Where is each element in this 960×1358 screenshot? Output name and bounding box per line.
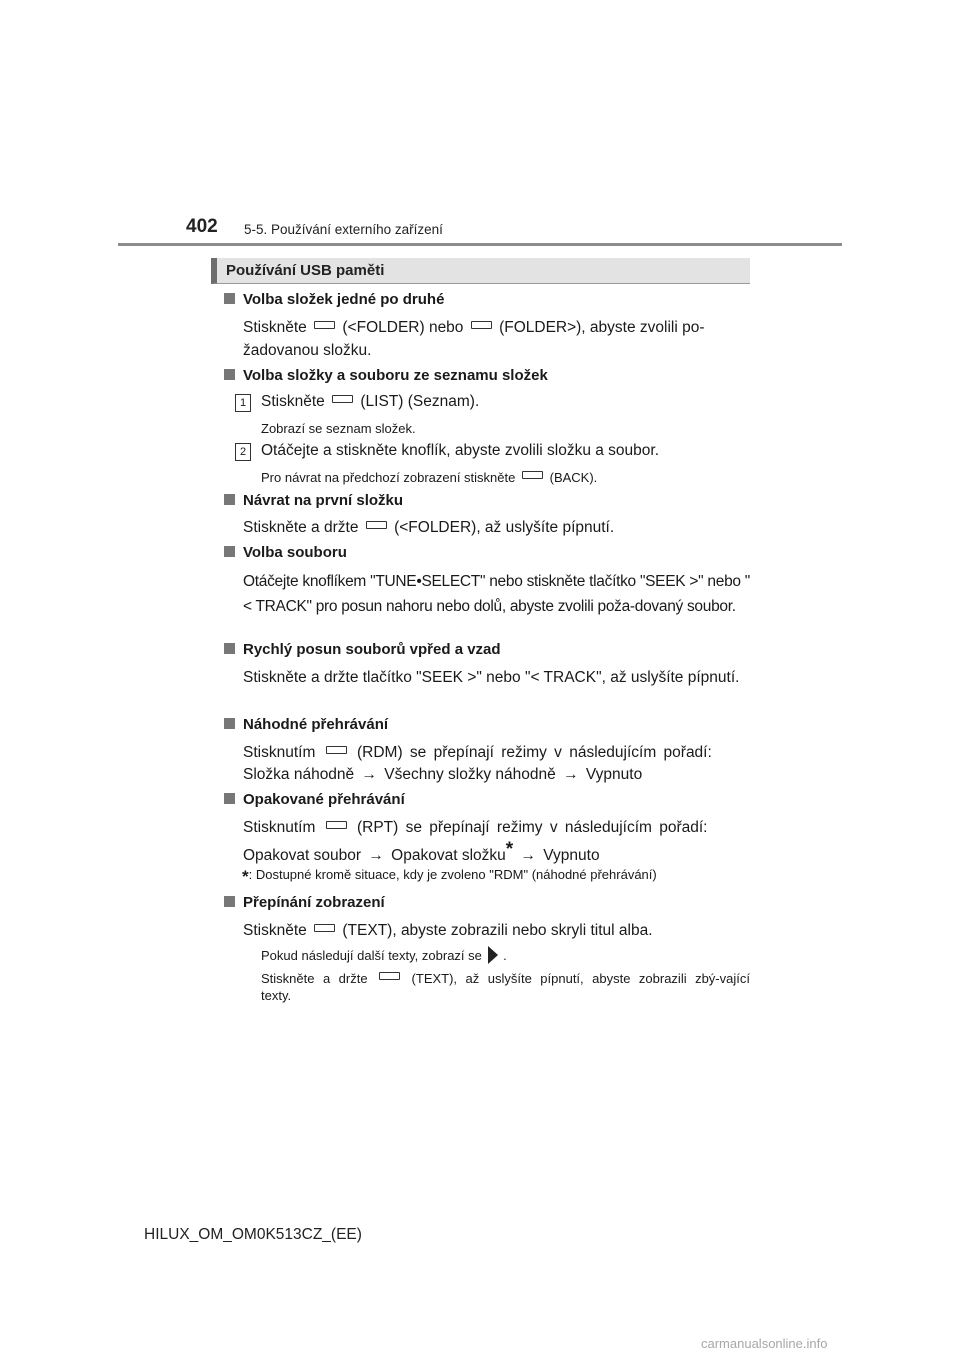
button-icon xyxy=(326,821,347,829)
display-note2: Stiskněte a držte (TEXT), až uslyšíte pípnutí, abyste zobrazili zbý-vající texty. xyxy=(261,971,750,1003)
footnote: *: Dostupné kromě situace, kdy je zvoleno "RDM" (náhodné přehrávání) xyxy=(242,867,657,886)
display-text: Stiskněte (TEXT), abyste zobrazili nebo skryli titul alba. xyxy=(243,922,653,939)
page-number: 402 xyxy=(186,216,218,237)
fast-seek-text: Stiskněte a držte tlačítko "SEEK >" nebo "< TRACK", až uslyšíte pípnutí. xyxy=(243,669,740,686)
subheading-display: Přepínání zobrazení xyxy=(224,894,385,911)
button-icon xyxy=(332,395,353,403)
step2-note: Pro návrat na předchozí zobrazení stiskněte (BACK). xyxy=(261,470,598,485)
first-folder-text: Stiskněte a držte (<FOLDER), až uslyšíte pípnutí. xyxy=(243,519,615,536)
arrow-right-icon: → xyxy=(361,766,377,783)
subheading-repeat: Opakované přehrávání xyxy=(224,791,405,808)
arrow-right-icon: → xyxy=(520,847,536,864)
arrow-right-icon: → xyxy=(368,847,384,864)
file-select-text: Otáčejte knoflíkem "TUNE•SELECT" nebo stiskněte tlačítko "SEEK >" nebo "< TRACK" pro posun nahoru nebo dolů, abyste zvolili poža-dovaný soubor. xyxy=(243,573,750,615)
button-icon xyxy=(471,321,492,329)
display-note1: Pokud následují další texty, zobrazí se . xyxy=(261,948,507,963)
subheading-first-folder: Návrat na první složku xyxy=(224,492,403,509)
square-bullet-icon xyxy=(224,718,235,729)
subheading-random: Náhodné přehrávání xyxy=(224,716,388,733)
arrow-right-icon: → xyxy=(563,766,579,783)
chapter-title: 5-5. Používání externího zařízení xyxy=(244,222,443,237)
button-icon xyxy=(522,471,543,479)
button-icon xyxy=(326,746,347,754)
button-icon xyxy=(314,321,335,329)
button-icon xyxy=(379,972,400,980)
subheading-folder-list: Volba složky a souboru ze seznamu složek xyxy=(224,367,548,384)
square-bullet-icon xyxy=(224,369,235,380)
square-bullet-icon xyxy=(224,793,235,804)
button-icon xyxy=(366,521,387,529)
folder-select-line1: Stiskněte (<FOLDER) nebo (FOLDER>), abyste zvolili po- xyxy=(243,319,705,336)
step-number-1: 1 xyxy=(235,394,251,412)
step-number-2: 2 xyxy=(235,443,251,461)
repeat-line2: Opakovat soubor → Opakovat složku* → Vypnuto xyxy=(243,837,750,868)
subheading-fast-seek: Rychlý posun souborů vpřed a vzad xyxy=(224,641,501,658)
section-title: Používání USB paměti xyxy=(226,262,385,279)
step1-text: Stiskněte (LIST) (Seznam). xyxy=(261,393,480,410)
triangle-right-icon xyxy=(488,946,498,964)
square-bullet-icon xyxy=(224,896,235,907)
random-line2: Složka náhodně → Všechny složky náhodně → Vypnuto xyxy=(243,762,750,787)
subheading-file-select: Volba souboru xyxy=(224,544,347,561)
step1-note: Zobrazí se seznam složek. xyxy=(261,421,416,436)
subheading-folder-select: Volba složek jedné po druhé xyxy=(224,291,444,308)
watermark: carmanualsonline.info xyxy=(701,1336,828,1351)
square-bullet-icon xyxy=(224,546,235,557)
footnote-star: * xyxy=(242,867,249,886)
square-bullet-icon xyxy=(224,643,235,654)
document-code: HILUX_OM_OM0K513CZ_(EE) xyxy=(144,1226,362,1243)
repeat-line1: Stisknutím (RPT) se přepínají režimy v následujícím pořadí: xyxy=(243,819,708,836)
folder-select-line2: žadovanou složku. xyxy=(243,342,372,359)
step2-text: Otáčejte a stiskněte knoflík, abyste zvolili složku a soubor. xyxy=(261,442,660,459)
square-bullet-icon xyxy=(224,494,235,505)
square-bullet-icon xyxy=(224,293,235,304)
button-icon xyxy=(314,924,335,932)
header-rule xyxy=(118,243,842,246)
random-line1: Stisknutím (RDM) se přepínají režimy v následujícím pořadí: xyxy=(243,744,712,761)
footnote-marker: * xyxy=(505,839,514,860)
section-heading xyxy=(211,258,750,284)
